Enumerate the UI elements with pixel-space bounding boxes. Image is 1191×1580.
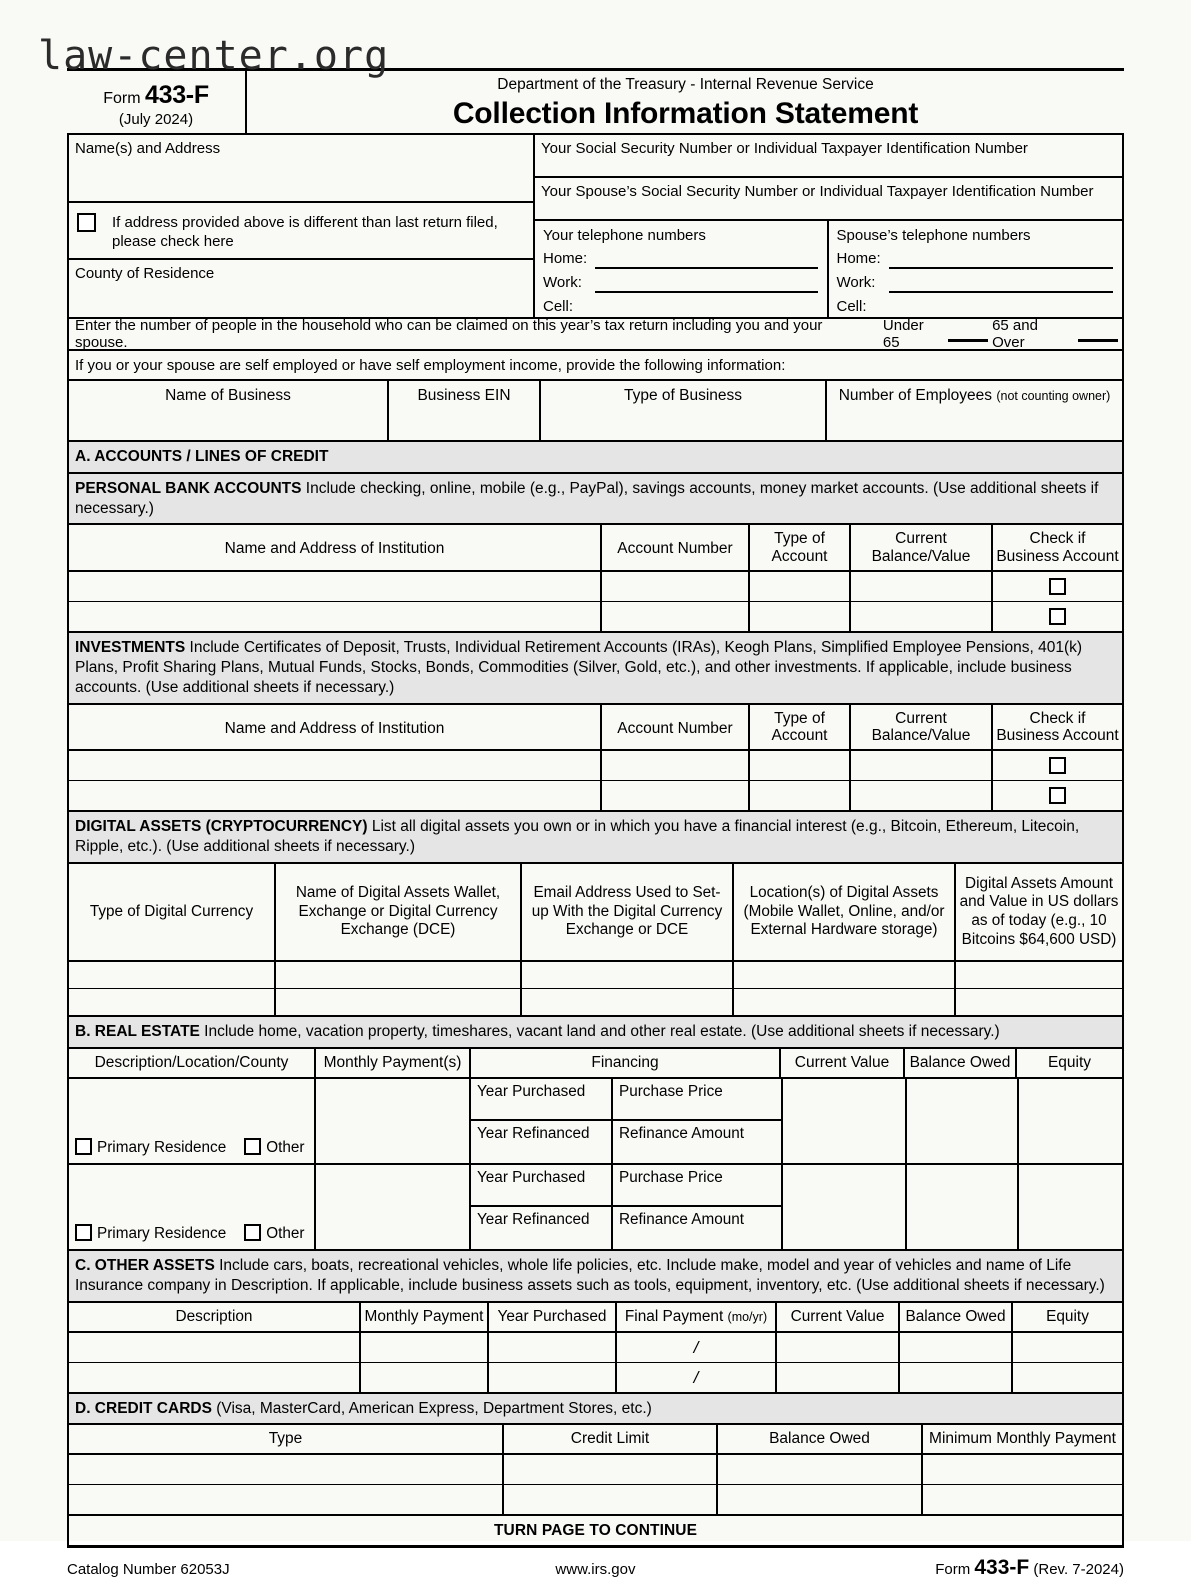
under-65-label: Under 65 xyxy=(882,317,924,351)
over-65-input[interactable] xyxy=(1078,326,1118,342)
financing-purchase-row[interactable] xyxy=(471,1079,781,1121)
col-current-balance xyxy=(849,525,991,570)
cell-type-of-account[interactable] xyxy=(748,781,849,810)
irs-website[interactable]: www.irs.gov xyxy=(555,1561,636,1579)
section-b-banner xyxy=(67,1017,1124,1047)
investments-table-header xyxy=(67,705,1124,750)
investments-title: INVESTMENTS xyxy=(75,639,186,657)
col-number-of-employees xyxy=(825,381,1122,410)
spouse-cell-phone-input[interactable] xyxy=(889,298,1114,317)
business-table-header xyxy=(67,381,1124,410)
digital-assets-table-row[interactable] xyxy=(67,962,1124,988)
self-employment-prompt-row xyxy=(67,351,1124,379)
bank-accounts-table-header xyxy=(67,525,1124,570)
cell-email-address[interactable] xyxy=(520,989,732,1015)
col-wallet-name: Name of Digital Assets Wallet, Exchange or Digital Currency Exchange (DCE) xyxy=(274,864,520,960)
credit-cards-row[interactable] xyxy=(67,1485,1124,1514)
digital-assets-title: DIGITAL ASSETS (CRYPTOCURRENCY) xyxy=(75,818,368,836)
spouse-ssn-label: Your Spouse’s Social Security Number or Individual Taxpayer Identification Number xyxy=(541,183,1094,200)
digital-assets-desc: List all digital assets you own or in which you have a financial interest (e.g., Bitcoin, Ethereum, Litecoin, Ripple, etc.). (Use additional sheets if necessary.) xyxy=(75,818,1080,856)
section-d-desc: (Visa, MasterCard, American Express, Department Stores, etc.) xyxy=(211,1399,652,1417)
cell-monthly-payments[interactable] xyxy=(314,1079,469,1163)
cell-business-check[interactable] xyxy=(991,781,1122,810)
cell-credit-limit[interactable] xyxy=(502,1485,716,1514)
your-cell-phone-row[interactable] xyxy=(535,293,827,317)
col-asset-location: Location(s) of Digital Assets (Mobile Wallet, Online, and/or External Hardware storage) xyxy=(732,864,954,960)
col-description: Description xyxy=(175,1307,253,1325)
col-asset-amount-value: Digital Assets Amount and Value in US dollars as of today (e.g., 10 Bitcoins $64,600 USD) xyxy=(954,864,1122,960)
section-d-title: D. CREDIT CARDS xyxy=(75,1399,212,1417)
col-type-line1: Type of xyxy=(774,530,825,548)
digital-assets-table-header xyxy=(67,864,1124,960)
purchase-price-label: Purchase Price xyxy=(611,1079,781,1119)
form-title-block xyxy=(247,71,1124,133)
business-account-checkbox[interactable] xyxy=(1049,578,1066,595)
year-purchased-label: Year Purchased xyxy=(477,1168,586,1186)
section-c-banner xyxy=(67,1251,1124,1301)
cell-balance-owed[interactable] xyxy=(716,1455,921,1484)
cell-asset-amount-value[interactable] xyxy=(954,989,1122,1015)
form-identifier-block xyxy=(67,71,247,133)
form-number-line xyxy=(67,81,245,110)
col-year-purchased: Year Purchased xyxy=(487,1303,615,1331)
col-check-line1: Check if xyxy=(1029,530,1086,548)
cell-institution[interactable] xyxy=(69,751,600,780)
col-account-number: Account Number xyxy=(600,525,748,570)
work-phone-label: Work: xyxy=(543,274,582,291)
cell-business-check[interactable] xyxy=(991,572,1122,601)
work-phone-label: Work: xyxy=(836,274,876,291)
cell-type-of-account[interactable] xyxy=(748,751,849,780)
spouse-home-phone-row[interactable] xyxy=(829,245,1123,269)
ssn-field[interactable] xyxy=(535,135,1122,176)
turn-page-notice: TURN PAGE TO CONTINUE xyxy=(67,1516,1124,1545)
identity-left-column xyxy=(69,135,535,317)
self-employment-prompt: If you or your spouse are self employed or have self employment income, provide the following information: xyxy=(75,356,786,374)
cell-current-value[interactable] xyxy=(781,1079,905,1163)
cell-balance-owed[interactable] xyxy=(905,1165,1017,1249)
phones-block xyxy=(535,221,1122,317)
footer-revision: (Rev. 7-2024) xyxy=(1033,1561,1124,1579)
catalog-number: Catalog Number 62053J xyxy=(67,1561,230,1579)
col-type-of-account xyxy=(748,525,849,570)
cell-asset-amount-value[interactable] xyxy=(954,962,1122,988)
refinance-amount-label: Refinance Amount xyxy=(611,1121,781,1163)
col-balance-owed: Balance Owed xyxy=(903,1049,1015,1077)
spouse-phones-column xyxy=(829,221,1123,317)
cell-monthly-payment[interactable] xyxy=(359,1363,487,1392)
col-balance-line2: Balance/Value xyxy=(871,727,971,745)
cell-name-of-business[interactable] xyxy=(69,410,387,440)
home-phone-label: Home: xyxy=(543,250,588,267)
year-refinanced-label: Year Refinanced xyxy=(477,1210,590,1228)
col-monthly-payments: Monthly Payment(s) xyxy=(314,1049,469,1077)
business-table-row[interactable] xyxy=(67,410,1124,440)
section-d-banner xyxy=(67,1394,1124,1424)
investments-banner xyxy=(67,633,1124,702)
cell-equity[interactable] xyxy=(1017,1079,1122,1163)
col-card-type: Type xyxy=(268,1430,303,1448)
cell-equity[interactable] xyxy=(1017,1165,1122,1249)
real-estate-row[interactable] xyxy=(67,1079,1124,1163)
cell-institution[interactable] xyxy=(69,781,600,810)
ssn-label: Your Social Security Number or Individual Taxpayer Identification Number xyxy=(541,140,1028,157)
cell-phone-label: Cell: xyxy=(543,298,574,315)
footer-form-identifier xyxy=(772,1556,1124,1580)
cell-final-payment[interactable]: / xyxy=(615,1333,775,1362)
primary-residence-checkbox[interactable] xyxy=(75,1138,92,1155)
cell-institution[interactable] xyxy=(69,572,600,601)
col-institution: Name and Address of Institution xyxy=(224,540,445,558)
col-type-line2: Account xyxy=(771,727,828,745)
personal-bank-accounts-title: PERSONAL BANK ACCOUNTS xyxy=(75,479,302,497)
spouse-cell-phone-row[interactable] xyxy=(829,293,1123,317)
cell-current-balance[interactable] xyxy=(849,751,991,780)
col-balance-owed: Balance Owed xyxy=(716,1425,921,1453)
col-digital-currency-type: Type of Digital Currency xyxy=(89,902,254,920)
digital-assets-table-row[interactable] xyxy=(67,989,1124,1015)
digital-assets-banner xyxy=(67,812,1124,862)
employees-note: (not counting owner) xyxy=(996,389,1111,403)
financing-purchase-row[interactable] xyxy=(471,1165,781,1207)
cell-current-balance[interactable] xyxy=(849,781,991,810)
your-phones-label: Your telephone numbers xyxy=(543,227,706,244)
col-check-line2: Business Account xyxy=(996,727,1119,745)
county-field[interactable] xyxy=(69,260,533,300)
other-assets-row[interactable] xyxy=(67,1333,1124,1362)
cell-institution[interactable] xyxy=(69,602,600,631)
final-payment-note: (mo/yr) xyxy=(727,1309,768,1324)
other-property-checkbox[interactable] xyxy=(244,1138,261,1155)
cell-current-balance[interactable] xyxy=(849,602,991,631)
footer-form-number: 433-F xyxy=(974,1556,1030,1580)
real-estate-row[interactable] xyxy=(67,1165,1124,1249)
cell-current-value[interactable] xyxy=(775,1363,898,1392)
financing-subtable xyxy=(469,1165,781,1249)
identity-block xyxy=(67,135,1124,317)
col-type-of-account xyxy=(748,705,849,750)
household-count-row[interactable] xyxy=(67,319,1124,349)
cell-balance-owed[interactable] xyxy=(716,1485,921,1514)
cell-year-purchased[interactable] xyxy=(487,1363,615,1392)
col-minimum-monthly-payment: Minimum Monthly Payment xyxy=(921,1425,1122,1453)
other-assets-table-header xyxy=(67,1303,1124,1331)
section-a-banner xyxy=(67,442,1124,472)
col-financing: Financing xyxy=(469,1049,779,1077)
cell-current-balance[interactable] xyxy=(849,572,991,601)
cell-balance-owed[interactable] xyxy=(898,1333,1011,1362)
business-account-checkbox[interactable] xyxy=(1049,608,1066,625)
cell-account-number[interactable] xyxy=(600,572,748,601)
cell-description-location-county[interactable] xyxy=(69,1079,314,1163)
county-label: County of Residence xyxy=(75,265,215,282)
name-address-field[interactable] xyxy=(69,135,533,201)
cell-asset-location[interactable] xyxy=(732,962,954,988)
primary-residence-label: Primary Residence xyxy=(97,1138,227,1156)
personal-bank-accounts-desc: Include checking, online, mobile (e.g., PayPal), savings accounts, money market accounts. (Use additional sheets if necessary.) xyxy=(75,479,1099,517)
spouse-work-phone-input[interactable] xyxy=(889,272,1114,293)
department-label: Department of the Treasury - Internal Revenue Service xyxy=(497,76,874,93)
col-current-value: Current Value xyxy=(775,1303,898,1331)
col-type-line2: Account xyxy=(771,547,828,565)
your-phones-column xyxy=(535,221,829,317)
financing-refinance-row[interactable] xyxy=(471,1207,781,1249)
cell-account-number[interactable] xyxy=(600,602,748,631)
col-balance-line1: Current xyxy=(895,709,947,727)
col-name-of-business: Name of Business xyxy=(165,387,291,404)
section-c-title: C. OTHER ASSETS xyxy=(75,1256,215,1274)
col-equity: Equity xyxy=(1011,1303,1122,1331)
form-label: Form xyxy=(103,90,141,107)
credit-cards-table-header xyxy=(67,1425,1124,1453)
cell-minimum-monthly-payment[interactable] xyxy=(921,1455,1122,1484)
household-instruction: Enter the number of people in the household who can be claimed on this year’s tax return including you and your spouse. xyxy=(75,317,823,351)
other-assets-row[interactable] xyxy=(67,1363,1124,1392)
under-65-input[interactable] xyxy=(948,326,988,342)
spouse-phones-label: Spouse’s telephone numbers xyxy=(836,227,1031,244)
bank-accounts-table-row[interactable] xyxy=(67,572,1124,601)
spouse-home-phone-input[interactable] xyxy=(889,248,1114,269)
col-check-line2: Business Account xyxy=(996,547,1119,565)
footer-form-label: Form xyxy=(935,1561,971,1579)
form-number: 433-F xyxy=(144,81,209,109)
col-type-line1: Type of xyxy=(774,709,825,727)
col-account-number: Account Number xyxy=(600,705,748,750)
cell-description-location-county[interactable] xyxy=(69,1165,314,1249)
your-work-phone-row[interactable] xyxy=(535,269,827,293)
your-home-phone-input[interactable] xyxy=(595,248,818,269)
col-current-balance xyxy=(849,705,991,750)
address-different-label xyxy=(96,213,498,258)
form-footer xyxy=(67,1548,1124,1580)
home-phone-label: Home: xyxy=(836,250,881,267)
cell-current-value[interactable] xyxy=(781,1165,905,1249)
cell-monthly-payments[interactable] xyxy=(314,1165,469,1249)
cell-digital-currency-type[interactable] xyxy=(69,962,274,988)
cell-description[interactable] xyxy=(69,1333,359,1362)
cell-card-type[interactable] xyxy=(69,1485,502,1514)
col-description-location-county: Description/Location/County xyxy=(94,1053,289,1071)
year-purchased-label: Year Purchased xyxy=(477,1082,586,1100)
primary-residence-label: Primary Residence xyxy=(97,1224,227,1242)
col-balance-line2: Balance/Value xyxy=(871,547,971,565)
cell-wallet-name[interactable] xyxy=(274,962,520,988)
personal-bank-accounts-banner xyxy=(67,474,1124,524)
over-65-label: 65 and Over xyxy=(992,317,1038,351)
col-balance-line1: Current xyxy=(895,530,947,548)
watermark-text: law-center.org xyxy=(38,33,390,79)
col-monthly-payment: Monthly Payment xyxy=(359,1303,487,1331)
cell-equity[interactable] xyxy=(1011,1363,1122,1392)
form-date: (July 2024) xyxy=(118,111,194,128)
other-property-label: Other xyxy=(266,1224,305,1242)
col-equity: Equity xyxy=(1015,1049,1122,1077)
cell-number-of-employees[interactable] xyxy=(825,410,1122,440)
cell-business-ein[interactable] xyxy=(387,410,539,440)
col-current-value: Current Value xyxy=(779,1049,903,1077)
cell-balance-owed[interactable] xyxy=(898,1363,1011,1392)
employees-label: Number of Employees xyxy=(838,387,993,404)
col-check-line1: Check if xyxy=(1029,709,1086,727)
your-work-phone-input[interactable] xyxy=(595,272,818,293)
col-final-payment xyxy=(615,1303,775,1331)
your-home-phone-row[interactable] xyxy=(535,245,827,269)
address-different-checkbox[interactable] xyxy=(77,213,96,232)
financing-refinance-row[interactable] xyxy=(471,1121,781,1163)
investments-table-row[interactable] xyxy=(67,781,1124,810)
section-c-desc: Include cars, boats, recreational vehicles, whole life policies, etc. Include make, model and year of vehicles and name of Life Insurance company in Description. If applicable, include business assets such as tools, equipment, inventory, etc. (Use additional sheets if necessary.) xyxy=(75,1256,1105,1294)
col-type-of-business: Type of Business xyxy=(539,381,825,410)
business-account-checkbox[interactable] xyxy=(1049,787,1066,804)
cell-current-value[interactable] xyxy=(775,1333,898,1362)
col-check-business xyxy=(991,525,1122,570)
col-institution: Name and Address of Institution xyxy=(224,719,445,737)
cell-email-address[interactable] xyxy=(520,962,732,988)
cell-account-number[interactable] xyxy=(600,751,748,780)
cell-final-payment[interactable]: / xyxy=(615,1363,775,1392)
investments-desc: Include Certificates of Deposit, Trusts, Individual Retirement Accounts (IRAs), Keogh Plans, Simplified Employee Pensions, 401(k) Plans, Profit Sharing Plans, Mutual Funds, Stocks, Bonds, Commodities (Silver, Gold, etc.), and other investments. If applicable, include business accounts. (Use additional sheets if necessary.) xyxy=(75,639,1083,696)
cell-type-of-business[interactable] xyxy=(539,410,825,440)
business-account-checkbox[interactable] xyxy=(1049,757,1066,774)
col-credit-limit: Credit Limit xyxy=(502,1425,716,1453)
cell-credit-limit[interactable] xyxy=(502,1455,716,1484)
bank-accounts-table-row[interactable] xyxy=(67,602,1124,631)
cell-description[interactable] xyxy=(69,1363,359,1392)
primary-residence-checkbox[interactable] xyxy=(75,1224,92,1241)
property-type-checkboxes[interactable] xyxy=(75,1224,304,1243)
cell-digital-currency-type[interactable] xyxy=(69,989,274,1015)
col-balance-owed: Balance Owed xyxy=(898,1303,1011,1331)
address-check-line1: If address provided above is different than last return filed, xyxy=(112,214,498,231)
year-refinanced-label: Year Refinanced xyxy=(477,1124,590,1142)
cell-equity[interactable] xyxy=(1011,1333,1122,1362)
section-b-title: B. REAL ESTATE xyxy=(75,1023,200,1041)
spouse-ssn-field[interactable] xyxy=(535,178,1122,219)
cell-business-check[interactable] xyxy=(991,602,1122,631)
credit-cards-row[interactable] xyxy=(67,1455,1124,1484)
address-different-check-row[interactable] xyxy=(69,203,533,258)
page-title: Collection Information Statement xyxy=(452,97,919,130)
cell-type-of-account[interactable] xyxy=(748,572,849,601)
cell-asset-location[interactable] xyxy=(732,989,954,1015)
col-email-address: Email Address Used to Set-up With the Digital Currency Exchange or DCE xyxy=(520,864,732,960)
spouse-work-phone-row[interactable] xyxy=(829,269,1123,293)
section-a-title: A. ACCOUNTS / LINES OF CREDIT xyxy=(75,448,329,465)
final-payment-label: Final Payment xyxy=(624,1307,724,1325)
real-estate-table-header xyxy=(67,1049,1124,1077)
property-type-checkboxes[interactable] xyxy=(75,1138,304,1157)
cell-year-purchased[interactable] xyxy=(487,1333,615,1362)
cell-minimum-monthly-payment[interactable] xyxy=(921,1485,1122,1514)
section-b-desc: Include home, vacation property, timeshares, vacant land and other real estate. (Use additional sheets if necessary.) xyxy=(199,1023,1000,1041)
purchase-price-label: Purchase Price xyxy=(611,1165,781,1205)
other-property-label: Other xyxy=(266,1138,305,1156)
cell-wallet-name[interactable] xyxy=(274,989,520,1015)
form-sheet xyxy=(67,68,1124,1580)
cell-monthly-payment[interactable] xyxy=(359,1333,487,1362)
cell-type-of-account[interactable] xyxy=(748,602,849,631)
name-address-label: Name(s) and Address xyxy=(75,140,221,157)
form-header xyxy=(67,71,1124,133)
cell-balance-owed[interactable] xyxy=(905,1079,1017,1163)
col-business-ein: Business EIN xyxy=(387,381,539,410)
cell-account-number[interactable] xyxy=(600,781,748,810)
investments-table-row[interactable] xyxy=(67,751,1124,780)
financing-subtable xyxy=(469,1079,781,1163)
other-property-checkbox[interactable] xyxy=(244,1224,261,1241)
cell-phone-label: Cell: xyxy=(836,298,867,315)
col-check-business xyxy=(991,705,1122,750)
your-cell-phone-input[interactable] xyxy=(595,298,818,317)
refinance-amount-label: Refinance Amount xyxy=(611,1207,781,1249)
identity-right-column xyxy=(535,135,1122,317)
cell-business-check[interactable] xyxy=(991,751,1122,780)
cell-card-type[interactable] xyxy=(69,1455,502,1484)
address-check-line2: please check here xyxy=(112,233,234,250)
